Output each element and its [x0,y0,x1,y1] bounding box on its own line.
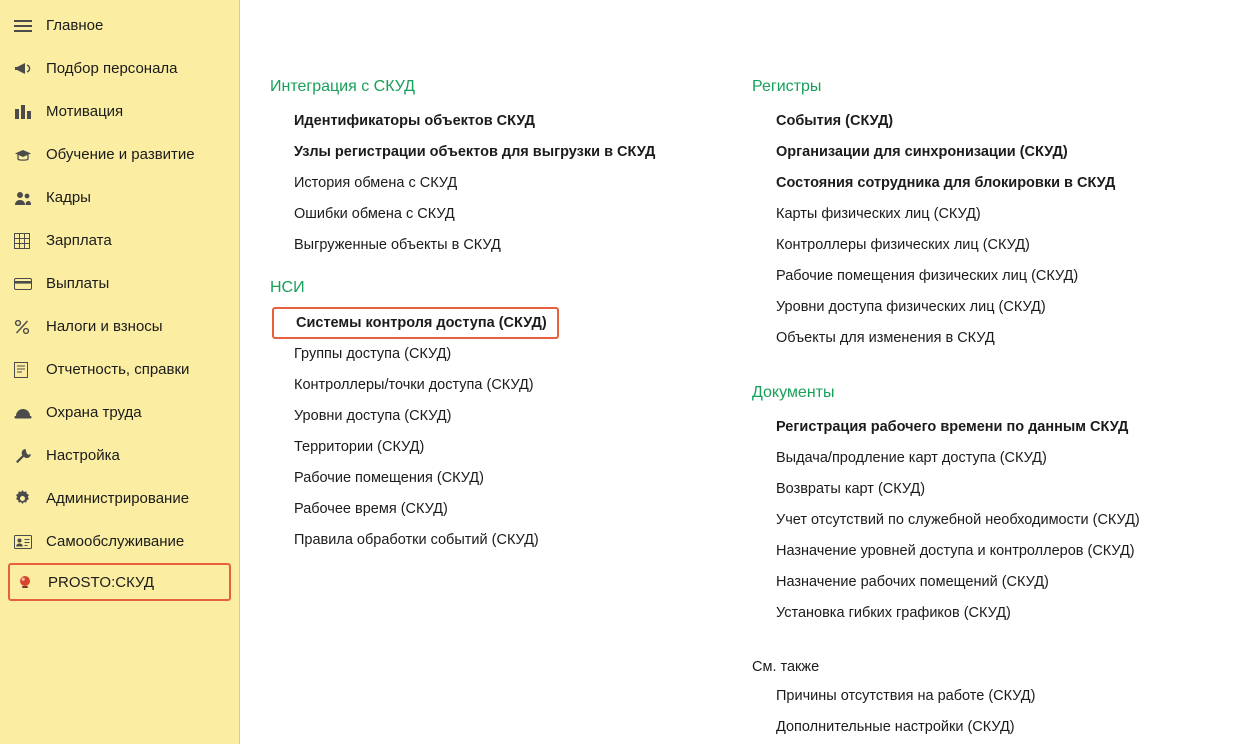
sidebar-item-label: Отчетность, справки [46,361,190,378]
group-title: Документы [752,384,835,401]
wrench-icon [14,448,40,464]
sidebar-item-salary[interactable] [0,219,239,262]
link-item[interactable]: Рабочие помещения физических лиц (СКУД) [776,268,1079,284]
right-column [730,78,1210,744]
sidebar [0,0,240,744]
megaphone-icon [14,61,40,77]
sidebar-item-label: Охрана труда [46,404,142,421]
sidebar-item-prosto-skud[interactable] [8,563,231,601]
link-item[interactable]: Уровни доступа (СКУД) [294,408,452,424]
link-item[interactable]: Идентификаторы объектов СКУД [294,113,535,129]
sidebar-item-label: Кадры [46,189,91,206]
sidebar-item-label: PROSTO:СКУД [48,573,154,591]
document-icon [14,362,40,378]
sidebar-item-recruiting[interactable] [0,47,239,90]
link-item[interactable]: Учет отсутствий по служебной необходимости (СКУД) [776,512,1140,528]
sidebar-item-label: Зарплата [46,232,112,249]
sidebar-item-label: Администрирование [46,490,190,507]
link-item[interactable]: Выгруженные объекты в СКУД [294,237,501,253]
podium-icon [14,104,40,120]
percent-icon [14,319,40,335]
gear-icon [14,490,40,507]
link-item[interactable]: Карты физических лиц (СКУД) [776,206,981,222]
link-item[interactable]: Правила обработки событий (СКУД) [294,532,539,548]
link-item-selected[interactable]: Системы контроля доступа (СКУД) [272,307,559,339]
sidebar-item-label: Самообслуживание [46,533,185,550]
group-nsi [270,279,730,556]
link-item[interactable]: События (СКУД) [776,113,894,129]
link-item[interactable]: Узлы регистрации объектов для выгрузки в СКУД [294,144,656,160]
helmet-icon [14,406,40,420]
link-item[interactable]: Контроллеры/точки доступа (СКУД) [294,377,534,393]
link-item[interactable]: Возвраты карт (СКУД) [776,481,926,497]
link-item[interactable]: Выдача/продление карт доступа (СКУД) [776,450,1047,466]
graduation-cap-icon [14,147,40,163]
group-documents [752,384,1210,629]
sidebar-item-taxes[interactable] [0,305,239,348]
id-card-icon [14,535,40,549]
link-item[interactable]: Уровни доступа физических лиц (СКУД) [776,299,1046,315]
sidebar-item-hr[interactable] [0,176,239,219]
link-item[interactable]: Контроллеры физических лиц (СКУД) [776,237,1030,253]
sidebar-item-label: Налоги и взносы [46,318,163,335]
link-item[interactable]: Объекты для изменения в СКУД [776,330,995,346]
group-integration [270,78,730,261]
link-item[interactable]: История обмена с СКУД [294,175,458,191]
group-title: НСИ [270,279,305,296]
sidebar-item-label: Мотивация [46,103,124,120]
link-item[interactable]: Организации для синхронизации (СКУД) [776,144,1068,160]
grid-icon [14,233,40,249]
link-item[interactable]: Установка гибких графиков (СКУД) [776,605,1011,621]
red-dot-icon [16,573,42,591]
content-columns [240,78,1256,744]
link-item[interactable]: Дополнительные настройки (СКУД) [776,719,1015,735]
link-item[interactable]: Состояния сотрудника для блокировки в СКУД [776,175,1116,191]
sidebar-item-label: Выплаты [46,275,110,292]
sidebar-item-main[interactable] [0,4,239,47]
people-icon [14,190,40,206]
link-item[interactable]: Регистрация рабочего времени по данным СКУД [776,419,1129,435]
sidebar-item-administration[interactable] [0,477,239,520]
link-item[interactable]: Рабочие помещения (СКУД) [294,470,484,486]
link-item[interactable]: Рабочее время (СКУД) [294,501,448,517]
link-item[interactable]: Назначение рабочих помещений (СКУД) [776,574,1049,590]
sidebar-item-motivation[interactable] [0,90,239,133]
sidebar-item-reporting[interactable] [0,348,239,391]
hamburger-icon [14,19,40,33]
sidebar-item-labor-safety[interactable] [0,391,239,434]
link-item[interactable]: Назначение уровней доступа и контроллеров (СКУД) [776,543,1135,559]
sidebar-item-self-service[interactable] [0,520,239,563]
sidebar-item-label: Настройка [46,447,120,464]
see-also-label: См. также [752,659,820,675]
sidebar-item-label: Обучение и развитие [46,146,195,163]
sidebar-item-label: Подбор персонала [46,60,178,77]
link-item[interactable]: Ошибки обмена с СКУД [294,206,455,222]
sidebar-item-payments[interactable] [0,262,239,305]
sidebar-item-learning[interactable] [0,133,239,176]
content-area [240,0,1256,744]
card-icon [14,277,40,291]
left-column [240,78,730,574]
sidebar-item-label: Главное [46,17,104,34]
group-title: Регистры [752,78,822,95]
group-title: Интеграция с СКУД [270,78,416,95]
sidebar-item-settings[interactable] [0,434,239,477]
link-item[interactable]: Причины отсутствия на работе (СКУД) [776,688,1036,704]
group-registers [752,78,1210,354]
link-item[interactable]: Группы доступа (СКУД) [294,346,452,362]
link-item[interactable]: Территории (СКУД) [294,439,425,455]
group-see-also [752,659,1210,743]
